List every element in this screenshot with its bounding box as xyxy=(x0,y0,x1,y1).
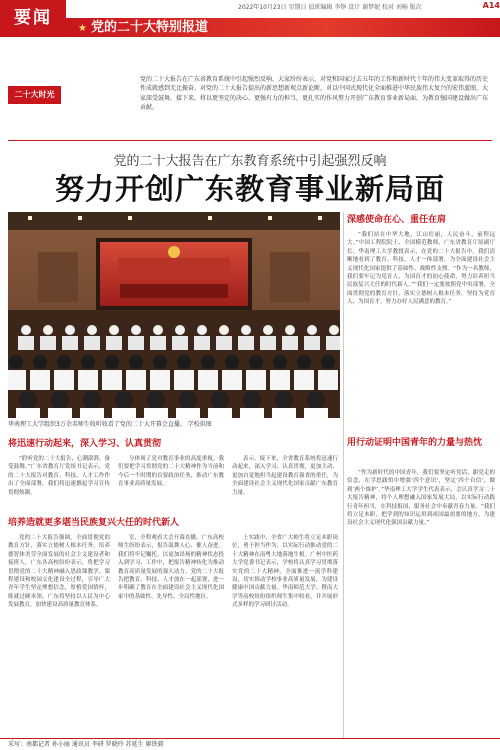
news-photo-auditorium xyxy=(8,212,340,418)
divider xyxy=(8,140,492,141)
issue-meta-line: 2022年10月23日 星期日 值班编辑 李铮 设计 谢梦妮 校对 刘畅 版次 xyxy=(238,4,422,11)
footer-divider xyxy=(0,738,500,739)
body-column: 表示，接下来，全省教育系统将迅速行动起来，深入学习、认真贯彻，更加主动、更加自觉地担当起建设教育强省的重任，为全面建设社会主义现代化国家贡献广东教育力量。 xyxy=(232,456,338,496)
body-column: 党的二十大报告强调，全面贯彻党的教育方针，落实立德树人根本任务，培养德智体美劳全面发展的社会主义建设者和接班人。广东各高校纷纷表示，将把学习贯彻党的二十大精神融入思政课教学、课程建设和校园文化建设全过程，引导广大青年学生坚定理想信念，厚植爱国情怀，练就过硬本领。广东将坚持以人民为中心发展教育，加快建设高质量教育体系。 xyxy=(8,535,110,609)
byline-credits: 采写：南都记者 孙小丽 通讯员 李研 罗晓玲 苏延生 廖铁毅 xyxy=(8,741,164,748)
page-number: A14 xyxy=(482,1,500,10)
subhead-youth: 用行动证明中国青年的力量与热忱 xyxy=(347,438,483,448)
main-headline: 努力开创广东教育事业新局面 xyxy=(54,172,445,206)
body-text: “作为新时代的中国青年，我们要坚定听党话、跟党走的信念，在学思践悟中增强‘四个意识’，坚定‘四个自信’，做到‘两个维护’。”华南理工大学学生代表表示，会认真学习二十大报告精神，将个人理想融入国家发展大局，以实际行动践行青年担当，在科技报国、服务社会中奉献青春力量。“我们将立足本职，把学到的知识运用到祖国最需要的地方，为建设社会主义现代化强国贡献力量。” xyxy=(347,470,495,527)
body-column: 上实践中，全省广大师生将立足本职岗位，勇于担当作为，以实际行动推动党的二十大精神在南粤大地落地生根。广州中医药大学党委书记表示，学校将认真学习贯彻落实党的二十大精神，全面推进一流学科建设，切实推动学校事业高质量发展，为建设健康中国贡献力量。华南师范大学、暨南大学等高校纷纷组织师生集中收看，并开展形式多样的学习研讨活动。 xyxy=(232,535,338,609)
body-column: 室，全程观看大会开幕直播。广东高校师生纷纷表示，报告鼓舞人心、催人奋进。我们将牢记嘱托，以更加昂扬的精神状态投入到学习、工作中，把报告精神转化为推动教育高质量发展的强大动力。党的二十大报告把教育、科技、人才放在一起部署，进一步明确了教育在全面建设社会主义现代化国家中的基础性、先导性、全局性地位。 xyxy=(118,535,224,600)
column-tag: 二十大时光 xyxy=(8,86,61,104)
body-text: “我们站在中华大地，江山壮丽，人民奋斗，前程远大。”中国工程院院士、全国模范教师、广东省教育厅原副厅长、华南理工大学教授表示，在党的二十大报告中，我们清晰地看到了教育、科技、人才一体部署，为全面建设社会主义现代化国家提供了基础性、战略性支撑。“作为一名教师，我们要牢记为党育人、为国育才的初心使命，努力培养担当民族复兴大任的时代新人。”“我们一定要按照党中央部署，全面贯彻党的教育方针，落实立德树人根本任务，坚持为党育人、为国育才，努力办好人民满意的教育。” xyxy=(347,232,495,306)
photo-caption: 华南理工大学组织3万余名师生收听收看了党的二十大开幕会直播。 学校供图 xyxy=(8,421,212,428)
subhead-action: 将迅速行动起来，深入学习、认真贯彻 xyxy=(8,439,162,449)
subhead-mission: 深感使命在心、重任在肩 xyxy=(347,215,447,225)
kicker-headline: 党的二十大报告在广东教育系统中引起强烈反响 xyxy=(113,154,387,169)
lead-paragraph: 党的二十大报告在广东省教育系统中引起强烈反响，大家纷纷表示，对党和国家过去五年的工作和新时代十年的伟大变革取得的历史性成就感到无比振奋。对党的二十大报告提出的新思想新观点新论断，对以中国式现代化全面推进中华民族伟大复兴的宏伟蓝图，大家深受鼓舞。接下来，将以更坚定的决心、更强有力的担当，更扎实的作风努力开创广东教育事业新局面，为教育强国建设做出广东贡献。 xyxy=(140,76,489,112)
column-divider xyxy=(343,212,344,738)
banner-title: ★ 党的二十大特别报道 xyxy=(78,18,408,37)
subhead-new-era-talents: 培养造就更多堪当民族复兴大任的时代新人 xyxy=(8,518,180,528)
body-column: “聆听党的二十大报告，心潮澎湃，备受鼓舞。”广东省教育厅党组书记表示，党的二十大报告对教育、科技、人才工作作出了全面部署，我们将迅速掀起学习宣传贯彻热潮。 xyxy=(8,456,110,496)
body-column: 分体现了党对教育事业的高度重视。我们要把学习贯彻党的二十大精神作为当前和今后一个时期的首要政治任务，推动广东教育事业高质量发展。 xyxy=(118,456,224,488)
section-tab: 要闻 xyxy=(0,0,66,37)
